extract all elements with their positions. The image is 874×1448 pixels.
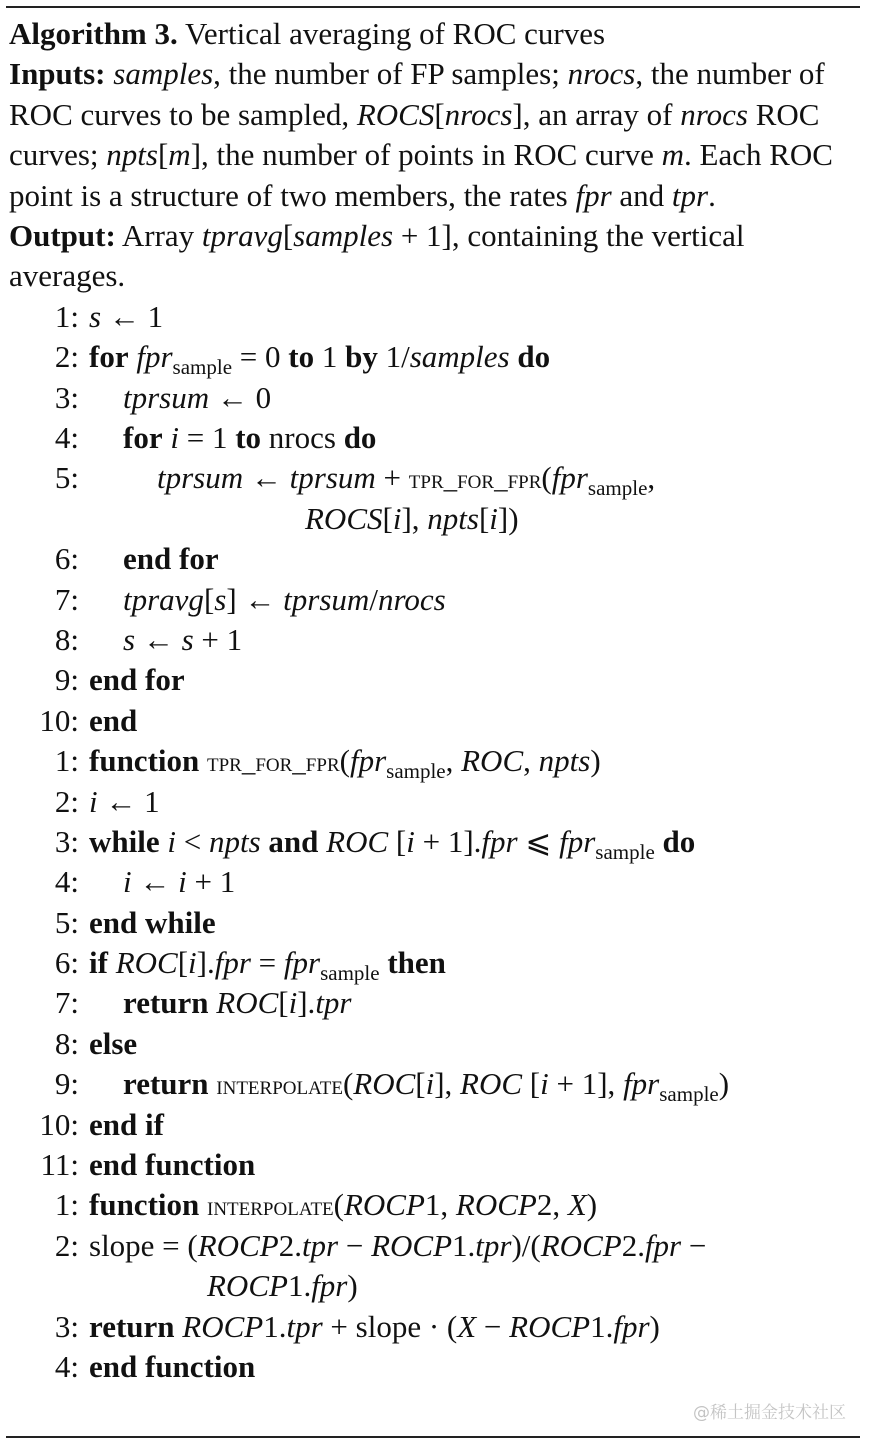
text-run: ROCP bbox=[207, 1268, 288, 1304]
code-line bbox=[9, 983, 859, 1023]
code-line bbox=[9, 539, 859, 579]
code-line bbox=[9, 1266, 859, 1306]
inputs-text bbox=[9, 56, 833, 212]
code-text bbox=[123, 620, 242, 660]
text-run: end for bbox=[89, 662, 185, 698]
text-run: nrocs bbox=[680, 96, 748, 132]
text-run: fpr bbox=[644, 1227, 682, 1263]
inputs-paragraph bbox=[9, 54, 859, 216]
line-number: 9: bbox=[54, 1066, 79, 1102]
text-run: 2. bbox=[278, 1227, 302, 1263]
code-line bbox=[9, 378, 859, 418]
text-run: fpr bbox=[349, 743, 387, 779]
text-run: ) bbox=[586, 1187, 598, 1223]
text-run: ROCP bbox=[455, 1187, 537, 1223]
text-run: 2, bbox=[536, 1187, 568, 1223]
text-run: sample bbox=[320, 961, 380, 986]
line-number: 3: bbox=[54, 823, 79, 859]
code-line bbox=[9, 1185, 859, 1225]
code-text bbox=[207, 1266, 358, 1306]
text-run: else bbox=[89, 1025, 138, 1061]
line-number: 9: bbox=[54, 662, 79, 698]
code-line bbox=[9, 499, 859, 539]
text-run: < bbox=[176, 823, 209, 859]
line-number: 6: bbox=[54, 541, 79, 577]
watermark: @稀土掘金技术社区 bbox=[693, 1403, 846, 1423]
text-run: i bbox=[425, 1066, 435, 1102]
text-run: 1, bbox=[424, 1187, 456, 1223]
text-run: fpr bbox=[136, 339, 173, 375]
text-run: + 1 bbox=[186, 864, 236, 900]
text-run: i bbox=[167, 823, 176, 859]
text-run: ROC bbox=[115, 945, 178, 981]
text-run: tpravg bbox=[201, 218, 283, 254]
text-run: ]. bbox=[196, 945, 215, 981]
text-run: ROCP bbox=[371, 1227, 453, 1263]
text-run: 1. bbox=[287, 1268, 312, 1304]
algorithm-box bbox=[9, 14, 859, 1387]
text-run: [ bbox=[157, 137, 169, 173]
text-run: ROCP bbox=[343, 1187, 425, 1223]
text-run: − bbox=[681, 1227, 707, 1263]
text-run: 1. bbox=[452, 1227, 476, 1263]
text-run: fpr bbox=[551, 460, 588, 496]
code-text bbox=[123, 378, 271, 418]
text-run: s bbox=[181, 621, 194, 657]
text-run: nrocs bbox=[261, 420, 344, 456]
text-run: do bbox=[517, 339, 551, 375]
text-run: then bbox=[387, 945, 446, 981]
line-number: 7: bbox=[54, 581, 79, 617]
code-text bbox=[123, 983, 352, 1023]
text-run: [ bbox=[478, 500, 490, 536]
line-number: 2: bbox=[54, 339, 79, 375]
text-run: [ bbox=[278, 985, 289, 1021]
output-label: Output: bbox=[9, 218, 116, 254]
text-run: , the number of FP samples; bbox=[213, 56, 568, 92]
text-run: 1 bbox=[314, 339, 346, 375]
text-run: [ bbox=[522, 1066, 541, 1102]
code-text bbox=[89, 1105, 164, 1145]
text-run: ROCP bbox=[182, 1308, 264, 1344]
text-run: tprsum bbox=[283, 581, 370, 617]
text-run: sample bbox=[659, 1082, 719, 1107]
text-run: npts bbox=[427, 500, 479, 536]
line-number: 4: bbox=[54, 864, 79, 900]
text-run: i bbox=[489, 500, 498, 536]
text-run: ] ← bbox=[226, 581, 284, 617]
text-run: + 1 bbox=[193, 621, 243, 657]
text-run: end for bbox=[123, 541, 219, 577]
line-number: 1: bbox=[54, 298, 79, 334]
text-run: ← bbox=[135, 621, 182, 657]
code-text bbox=[305, 499, 519, 539]
code-text bbox=[123, 539, 219, 579]
code-text bbox=[89, 903, 216, 943]
text-run: − bbox=[476, 1308, 510, 1344]
text-run: ROCP bbox=[197, 1227, 279, 1263]
text-run: + bbox=[375, 460, 409, 496]
code-line bbox=[9, 903, 859, 943]
text-run: [ bbox=[177, 945, 189, 981]
text-run: tprsum bbox=[289, 460, 376, 496]
text-run: + 1], containing the vertical averages. bbox=[9, 218, 745, 294]
inputs-label: Inputs: bbox=[9, 56, 106, 92]
text-run: ⩽ bbox=[517, 823, 560, 859]
text-run: [ bbox=[415, 1066, 426, 1102]
text-run: ( bbox=[342, 1066, 354, 1102]
code-line bbox=[9, 620, 859, 660]
line-number: 8: bbox=[54, 1025, 79, 1061]
code-text bbox=[89, 1226, 706, 1266]
text-run: ROCS bbox=[356, 96, 435, 132]
text-run: while bbox=[89, 823, 160, 859]
text-run: ], bbox=[401, 500, 428, 536]
code-text bbox=[89, 1145, 255, 1185]
code-line bbox=[9, 1347, 859, 1387]
text-run: function bbox=[89, 743, 200, 779]
text-run: = 1 bbox=[178, 420, 236, 456]
text-run: / bbox=[369, 581, 378, 617]
text-run: return bbox=[123, 1066, 209, 1102]
text-run: i bbox=[123, 864, 132, 900]
text-run: end function bbox=[89, 1147, 256, 1183]
text-run: tpr bbox=[475, 1227, 512, 1263]
text-run: sample bbox=[172, 355, 233, 380]
text-run: ← 1 bbox=[97, 783, 160, 819]
text-run: 1. bbox=[590, 1308, 614, 1344]
text-run: sample bbox=[595, 839, 655, 864]
code-line bbox=[9, 862, 859, 902]
code-text bbox=[89, 660, 185, 700]
text-run: by bbox=[345, 339, 378, 375]
text-run: interpolate bbox=[207, 1191, 334, 1222]
text-run: ) bbox=[718, 1066, 730, 1102]
text-run: ]) bbox=[497, 500, 519, 536]
code-line bbox=[9, 1105, 859, 1145]
text-run: , bbox=[523, 743, 539, 779]
text-run: return bbox=[89, 1308, 175, 1344]
text-run: )/( bbox=[511, 1227, 541, 1263]
text-run: end function bbox=[89, 1349, 256, 1384]
code-line bbox=[9, 580, 859, 620]
code-line bbox=[9, 1064, 859, 1107]
algorithm-title: Vertical averaging of ROC curves bbox=[184, 16, 606, 51]
text-run: Array bbox=[115, 218, 202, 254]
text-run: for bbox=[89, 339, 129, 375]
text-run: ← bbox=[243, 460, 290, 496]
text-run: tprsum bbox=[123, 379, 210, 415]
text-run: i bbox=[540, 1066, 549, 1102]
text-run: s bbox=[214, 581, 227, 617]
code-line bbox=[9, 782, 859, 822]
text-run: ← 1 bbox=[101, 298, 164, 334]
text-run: end if bbox=[89, 1106, 164, 1142]
text-run: 1/ bbox=[377, 339, 410, 375]
text-run: ROC bbox=[216, 985, 279, 1021]
text-run: nrocs bbox=[377, 581, 446, 617]
line-number: 1: bbox=[54, 743, 79, 779]
text-run: ROC curves; bbox=[9, 96, 820, 173]
line-number: 1: bbox=[54, 1187, 79, 1223]
text-run: . Each ROC point is a structure of two members, the rates bbox=[9, 137, 833, 213]
text-run: + 1]. bbox=[414, 823, 482, 859]
line-number: 6: bbox=[54, 945, 79, 981]
text-run bbox=[108, 945, 116, 980]
code-text bbox=[123, 418, 376, 458]
text-run: return bbox=[123, 985, 209, 1021]
text-run: m bbox=[661, 137, 685, 173]
text-run: ROC bbox=[353, 1066, 416, 1102]
text-run: 1. bbox=[263, 1308, 287, 1344]
code-text bbox=[89, 1024, 137, 1064]
top-rule bbox=[6, 6, 860, 8]
code-line bbox=[9, 337, 859, 380]
text-run: fpr bbox=[311, 1268, 348, 1304]
text-run: interpolate bbox=[216, 1070, 343, 1101]
text-run: i bbox=[406, 823, 415, 859]
text-run: + slope · ( bbox=[322, 1308, 458, 1344]
text-run bbox=[318, 824, 326, 859]
code-text bbox=[123, 862, 235, 902]
code-text bbox=[89, 297, 163, 337]
text-run: i bbox=[288, 985, 298, 1021]
code-line bbox=[9, 1226, 859, 1266]
text-run: if bbox=[89, 945, 108, 981]
text-run: s bbox=[123, 621, 136, 657]
line-number: 2: bbox=[54, 1227, 79, 1263]
text-run: ROC bbox=[460, 1066, 523, 1102]
algorithm-heading bbox=[9, 14, 859, 54]
code-line bbox=[9, 1307, 859, 1347]
text-run: ROC bbox=[461, 743, 524, 779]
text-run: do bbox=[662, 823, 696, 859]
text-run: tpr bbox=[286, 1308, 323, 1344]
text-run: tprsum bbox=[157, 460, 244, 496]
text-run: m bbox=[168, 137, 191, 173]
code-line bbox=[9, 943, 859, 986]
text-run: samples bbox=[293, 218, 394, 254]
text-run: ← 0 bbox=[209, 379, 272, 415]
text-run: X bbox=[457, 1308, 477, 1344]
text-run: i bbox=[89, 783, 98, 819]
text-run: tpr bbox=[671, 177, 709, 213]
text-run: samples bbox=[409, 339, 510, 375]
code-line bbox=[9, 1145, 859, 1185]
code-line bbox=[9, 418, 859, 458]
text-run: [ bbox=[382, 500, 393, 536]
line-number: 10: bbox=[39, 1106, 79, 1142]
text-run: sample bbox=[587, 476, 648, 501]
code-line bbox=[9, 1024, 859, 1064]
text-run: function bbox=[89, 1187, 200, 1223]
line-number: 4: bbox=[54, 1349, 79, 1384]
text-run bbox=[655, 824, 663, 859]
line-number: 3: bbox=[54, 1308, 79, 1344]
code-text bbox=[89, 1347, 255, 1387]
code-text bbox=[89, 701, 137, 741]
text-run: end while bbox=[89, 904, 216, 940]
code-line bbox=[9, 701, 859, 741]
text-run: − bbox=[338, 1227, 372, 1263]
text-run: X bbox=[567, 1187, 587, 1223]
text-run: samples bbox=[113, 56, 214, 92]
text-run: , bbox=[647, 460, 656, 496]
text-run: fpr bbox=[481, 823, 518, 859]
text-run: tpravg bbox=[123, 581, 204, 617]
text-run: ROCP bbox=[509, 1308, 591, 1344]
code-line bbox=[9, 660, 859, 700]
line-number: 5: bbox=[54, 904, 79, 940]
text-run: ← bbox=[131, 864, 179, 900]
text-run: s bbox=[89, 298, 102, 334]
text-run: ) bbox=[649, 1308, 660, 1344]
text-run: ( bbox=[339, 743, 350, 779]
text-run: ROC bbox=[326, 823, 389, 859]
line-number: 4: bbox=[54, 420, 79, 456]
text-run: tpr_for_fpr bbox=[207, 747, 340, 778]
line-number: 8: bbox=[54, 621, 79, 657]
text-run: [ bbox=[388, 823, 407, 859]
text-run: fpr bbox=[613, 1308, 650, 1344]
text-run bbox=[199, 743, 207, 778]
code-line bbox=[9, 297, 859, 337]
text-run: i bbox=[392, 500, 402, 536]
line-number: 7: bbox=[54, 985, 79, 1021]
text-run: slope = ( bbox=[89, 1227, 198, 1263]
text-run: tpr bbox=[301, 1227, 339, 1263]
bottom-rule bbox=[6, 1436, 860, 1438]
line-number: 2: bbox=[54, 783, 79, 819]
text-run: ) bbox=[347, 1268, 358, 1304]
pseudocode-lines bbox=[9, 297, 859, 1388]
code-text bbox=[123, 580, 446, 620]
output-paragraph bbox=[9, 216, 859, 297]
text-run: sample bbox=[386, 759, 446, 784]
text-run: ], the number of points in ROC curve bbox=[190, 137, 662, 173]
text-run: nrocs bbox=[444, 96, 513, 132]
text-run: to bbox=[288, 339, 315, 375]
line-number: 5: bbox=[54, 460, 79, 496]
text-run: fpr bbox=[214, 945, 251, 981]
text-run: = 0 bbox=[232, 339, 289, 375]
text-run: ( bbox=[333, 1187, 344, 1223]
text-run: i bbox=[188, 945, 197, 981]
text-run: npts bbox=[208, 823, 261, 859]
text-run: tpr_for_fpr bbox=[408, 464, 542, 495]
text-run: for bbox=[123, 420, 163, 456]
line-number: 11: bbox=[40, 1147, 79, 1183]
text-run: npts bbox=[538, 743, 591, 779]
output-text bbox=[9, 218, 745, 293]
text-run: npts bbox=[106, 137, 158, 173]
line-number: 10: bbox=[39, 702, 79, 738]
text-run: [ bbox=[282, 218, 294, 254]
code-line bbox=[9, 741, 859, 784]
text-run: + 1], bbox=[548, 1066, 624, 1102]
algorithm-label: Algorithm 3. bbox=[9, 16, 178, 51]
text-run bbox=[199, 1187, 207, 1222]
text-run: and bbox=[268, 823, 319, 859]
text-run: [ bbox=[203, 581, 215, 617]
text-run: fpr bbox=[623, 1066, 660, 1102]
text-run: nrocs bbox=[567, 56, 636, 92]
text-run: ], bbox=[434, 1066, 461, 1102]
text-run: end bbox=[89, 702, 138, 738]
text-run: . bbox=[708, 177, 716, 213]
text-run: and bbox=[611, 177, 672, 213]
code-line bbox=[9, 458, 859, 501]
text-run: = bbox=[250, 945, 284, 981]
text-run: fpr bbox=[283, 945, 321, 981]
line-number: 3: bbox=[54, 379, 79, 415]
code-text bbox=[89, 1185, 597, 1226]
text-run: ], an array of bbox=[512, 96, 681, 132]
text-run: , bbox=[445, 743, 462, 779]
text-run: i bbox=[178, 864, 187, 900]
text-run: fpr bbox=[559, 823, 596, 859]
text-run: , the number of ROC curves to be sampled, bbox=[9, 56, 825, 132]
text-run: ) bbox=[590, 743, 601, 779]
text-run: to bbox=[235, 420, 262, 456]
text-run: ]. bbox=[297, 985, 316, 1021]
text-run: ROCS bbox=[305, 500, 383, 536]
code-line bbox=[9, 822, 859, 862]
text-run: ROCP bbox=[540, 1227, 622, 1263]
text-run: ( bbox=[541, 460, 552, 496]
text-run: do bbox=[343, 420, 377, 456]
code-text bbox=[89, 1307, 660, 1347]
text-run: fpr bbox=[575, 177, 612, 213]
text-run: 2. bbox=[621, 1227, 645, 1263]
code-text bbox=[89, 782, 160, 822]
text-run: i bbox=[170, 420, 179, 456]
text-run: [ bbox=[434, 96, 445, 132]
text-run: tpr bbox=[315, 985, 352, 1021]
